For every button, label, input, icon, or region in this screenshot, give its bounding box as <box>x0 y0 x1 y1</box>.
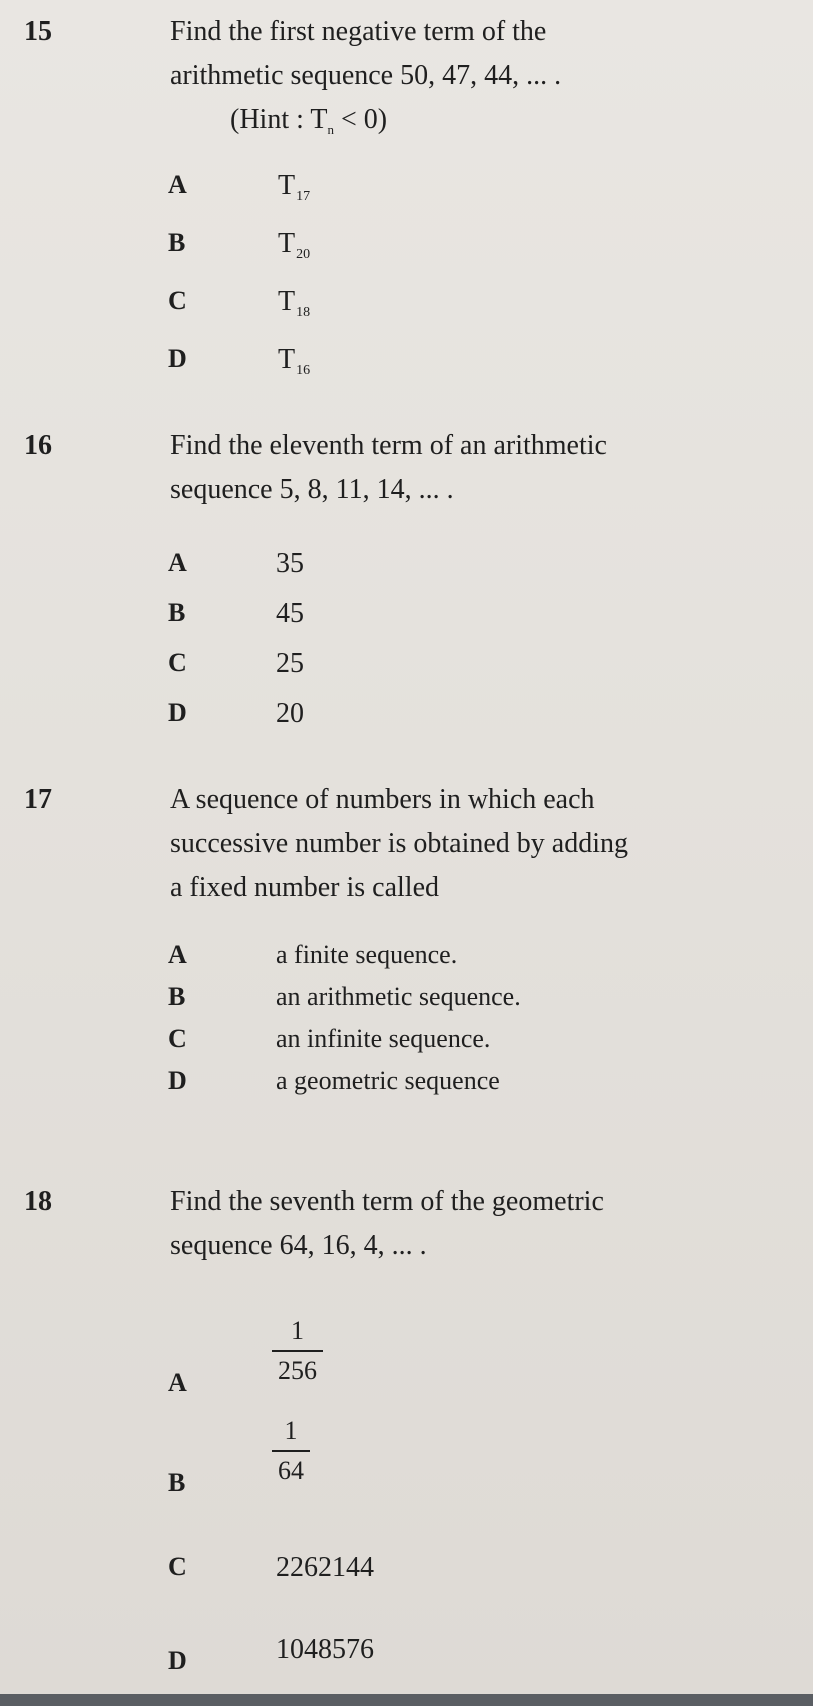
hint-suffix: < 0) <box>333 104 388 135</box>
option-letter: C <box>168 1552 187 1581</box>
question-text <box>170 424 790 512</box>
option-letter: A <box>168 170 187 199</box>
option-d[interactable] <box>0 1066 813 1110</box>
option-value: $T_{20}$ <box>278 228 311 262</box>
option-letter: B <box>168 982 186 1011</box>
question-line: A sequence of numbers in which each <box>170 784 595 815</box>
option-letter: D <box>168 698 187 727</box>
option-value: $T_{16}$ <box>278 344 311 378</box>
question-line: Find the seventh term of the geometric <box>170 1186 604 1217</box>
option-value: $T_{18}$ <box>278 286 311 320</box>
option-a[interactable] <box>0 170 813 214</box>
option-d[interactable] <box>0 344 813 388</box>
option-a[interactable] <box>0 548 813 592</box>
question-text <box>170 1180 790 1268</box>
option-c[interactable] <box>0 1024 813 1068</box>
option-value: an infinite sequence. <box>276 1024 491 1053</box>
fraction-numerator: 1 <box>291 1316 304 1345</box>
option-letter: C <box>168 648 187 677</box>
option-letter: C <box>168 1024 187 1053</box>
fraction-denominator: 64 <box>272 1450 310 1486</box>
option-b[interactable] <box>0 1416 813 1504</box>
option-letter: B <box>168 1468 186 1497</box>
option-d[interactable] <box>0 698 813 742</box>
fraction-numerator: 1 <box>284 1416 298 1445</box>
option-letter: D <box>168 344 187 373</box>
question-number: 17 <box>24 784 52 815</box>
option-value: 45 <box>276 598 304 629</box>
option-letter: B <box>168 598 186 627</box>
option-fraction <box>272 1316 323 1386</box>
option-b[interactable] <box>0 982 813 1026</box>
option-b[interactable] <box>0 228 813 272</box>
option-d[interactable] <box>0 1634 813 1684</box>
question-number: 15 <box>24 16 52 47</box>
option-value: 1048576 <box>276 1634 374 1665</box>
question-line: a fixed number is called <box>170 872 440 903</box>
question-line: successive number is obtained by adding <box>170 828 629 859</box>
option-c[interactable] <box>0 1552 813 1596</box>
option-fraction <box>272 1416 310 1486</box>
option-letter: C <box>168 286 187 315</box>
question-hint <box>170 98 790 152</box>
option-a[interactable] <box>0 940 813 984</box>
option-value: a geometric sequence <box>276 1066 500 1095</box>
option-letter: D <box>168 1066 187 1095</box>
option-letter: A <box>168 1368 187 1397</box>
hint-prefix: (Hint : T <box>230 104 328 135</box>
question-number: 16 <box>24 430 52 461</box>
option-letter: A <box>168 548 187 577</box>
option-letter: D <box>168 1646 187 1675</box>
question-line: sequence 64, 16, 4, ... . <box>170 1230 427 1261</box>
option-value: 2262144 <box>276 1552 374 1583</box>
option-letter: A <box>168 940 187 969</box>
hint-subscript: n <box>327 122 334 137</box>
option-c[interactable] <box>0 648 813 692</box>
question-line: Find the eleventh term of an arithmetic <box>170 430 607 461</box>
option-value: $T_{17}$ <box>278 170 311 204</box>
option-a[interactable] <box>0 1316 813 1404</box>
option-value: 25 <box>276 648 304 679</box>
question-text <box>170 778 790 910</box>
option-letter: B <box>168 228 186 257</box>
option-value: a finite sequence. <box>276 940 458 969</box>
option-value: 35 <box>276 548 304 579</box>
option-b[interactable] <box>0 598 813 642</box>
bottom-edge <box>0 1694 813 1706</box>
question-line: Find the first negative term of the <box>170 16 547 47</box>
question-number: 18 <box>24 1186 52 1217</box>
question-text <box>170 10 790 152</box>
fraction-denominator: 256 <box>272 1350 323 1386</box>
option-value: an arithmetic sequence. <box>276 982 521 1011</box>
option-c[interactable] <box>0 286 813 330</box>
question-line: sequence 5, 8, 11, 14, ... . <box>170 474 454 505</box>
question-line: arithmetic sequence 50, 47, 44, ... . <box>170 60 562 91</box>
option-value: 20 <box>276 698 304 729</box>
